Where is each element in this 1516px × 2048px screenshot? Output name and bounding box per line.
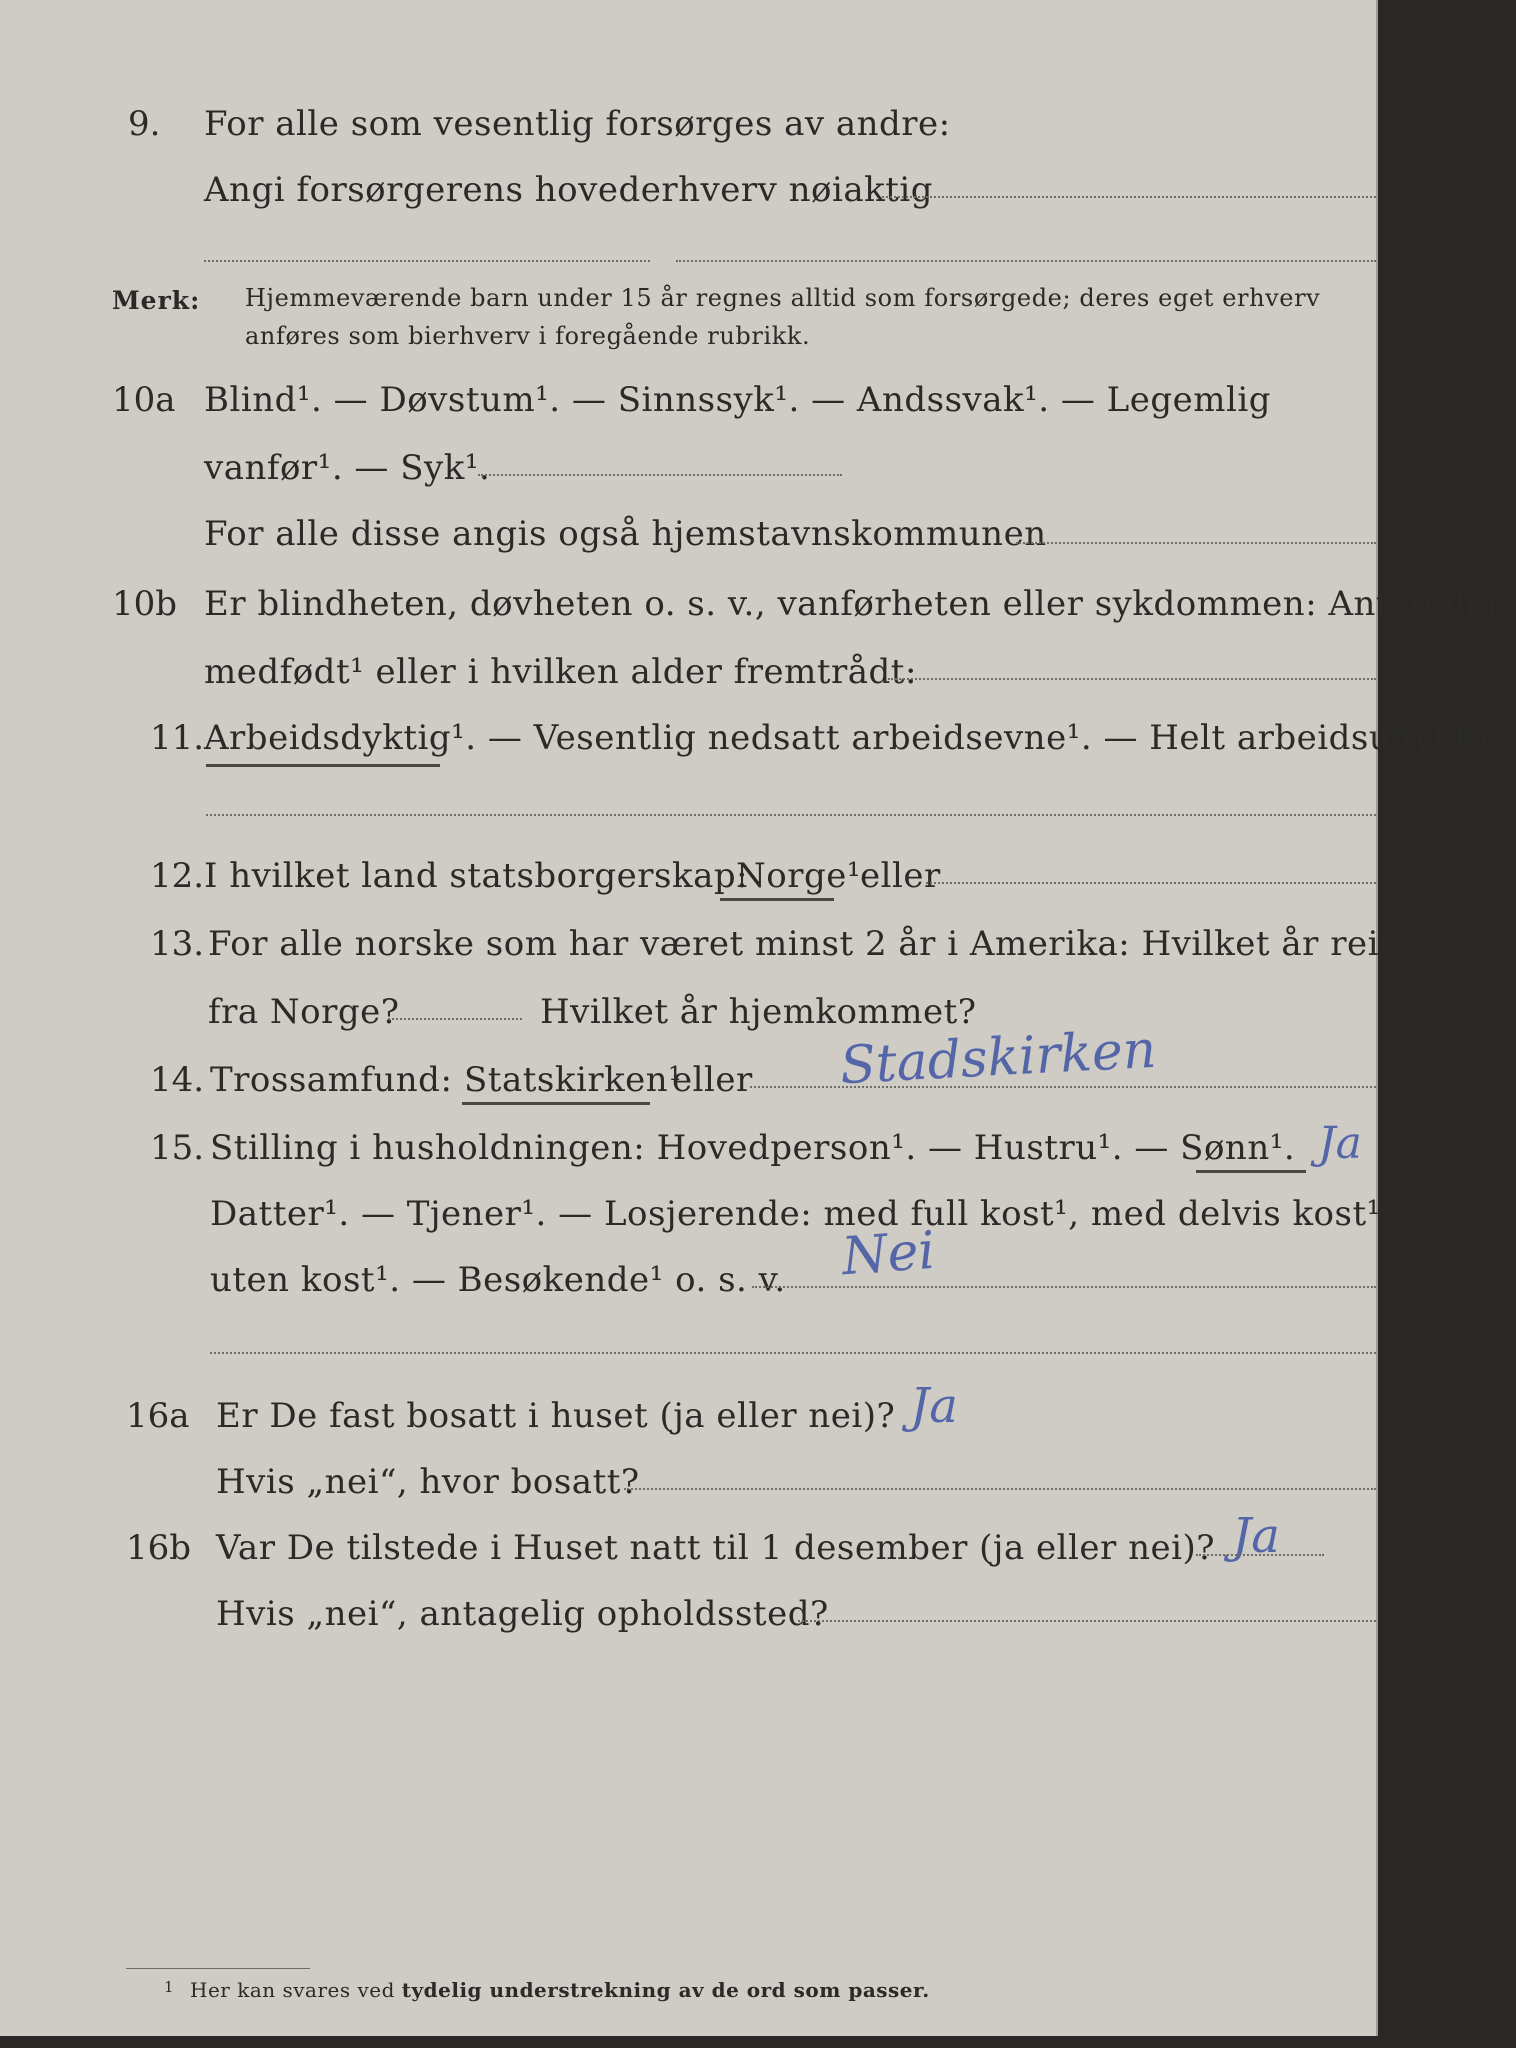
- q9-line1: For alle som vesentlig forsørges av andre:: [204, 104, 951, 144]
- footnote-text: [190, 1978, 930, 2002]
- q16b-line2: Hvis „nei“, antagelig opholdssted?: [216, 1594, 829, 1634]
- q12-option-norge: Norge¹: [736, 856, 861, 896]
- q15-number: 15.: [150, 1128, 205, 1168]
- footnote-text-bold: tydelig understrekning av de ord som passer.: [401, 1978, 930, 2002]
- merk-label: Merk:: [112, 286, 201, 315]
- q10b-answer-line: [888, 678, 1376, 680]
- footnote-rule: [126, 1968, 310, 1969]
- q16a-line2: Hvis „nei“, hvor bosatt?: [216, 1462, 640, 1502]
- q15-handwritten-answer-3: Nei: [840, 1220, 937, 1288]
- footnote-text-plain: Her kan svares ved: [190, 1978, 395, 2002]
- q16b-line1: Var De tilstede i Huset natt til 1 desember (ja eller nei)?: [216, 1528, 1215, 1568]
- q14-option-statskirken: Statskirken¹: [464, 1060, 683, 1100]
- merk-line2: anføres som bierhverv i foregående rubrikk.: [245, 322, 811, 350]
- q10a-line3-answer: [1016, 542, 1376, 544]
- q11-number: 11.: [150, 718, 205, 758]
- q15-line2: Datter¹. — Tjener¹. — Losjerende: med full kost¹, med delvis kost¹: [210, 1194, 1381, 1234]
- merk-line1: Hjemmeværende barn under 15 år regnes alltid som forsørgede; deres eget erhverv: [245, 284, 1321, 312]
- footnote-mark: 1: [164, 1978, 175, 1996]
- q13-number: 13.: [150, 924, 205, 964]
- q14-text: Trossamfund:: [210, 1060, 453, 1100]
- q9-line2: Angi forsørgerens hovederhverv nøiaktig: [204, 170, 934, 210]
- q13-left-answer-line: [388, 1018, 522, 1020]
- q9-extra-line-right: [676, 260, 1376, 262]
- q13-line2a: fra Norge?: [208, 992, 400, 1032]
- q14-handwritten-answer: Stadskirken: [838, 1019, 1158, 1097]
- q10b-line2: medfødt¹ eller i hvilken alder fremtrådt:: [204, 652, 917, 692]
- q13-line2b: Hvilket år hjemkommet?: [540, 992, 977, 1032]
- q16b-answer-line-2: [798, 1620, 1376, 1622]
- scan-bottom-edge: [0, 2036, 1516, 2048]
- q10b-line1: Er blindheten, døvheten o. s. v., vanførheten eller sykdommen: Antagelig: [204, 584, 1499, 624]
- q16a-answer-line: [624, 1488, 1376, 1490]
- q10a-line1: Blind¹. — Døvstum¹. — Sinnssyk¹. — Andssvak¹. — Legemlig: [204, 380, 1271, 420]
- q16a-handwritten-answer: Ja: [910, 1378, 958, 1434]
- q9-extra-line-left: [204, 260, 650, 262]
- q16b-answer-line: [1196, 1554, 1324, 1556]
- q11-underline-arbeidsdyktig: [206, 764, 440, 767]
- q12-answer-line: [926, 882, 1376, 884]
- q16a-line1: Er De fast bosatt i huset (ja eller nei)?: [216, 1396, 896, 1436]
- q10a-line2-answer: [478, 474, 842, 476]
- q15-handwritten-answer-1: Ja: [1318, 1118, 1362, 1169]
- q12-number: 12.: [150, 856, 205, 896]
- q12-text: I hvilket land statsborgerskap:: [204, 856, 749, 896]
- q14-number: 14.: [150, 1060, 205, 1100]
- q16b-number: 16b: [126, 1528, 192, 1568]
- q16b-handwritten-answer: Ja: [1232, 1508, 1280, 1564]
- q16a-number: 16a: [126, 1396, 190, 1436]
- q15-option-sonn: Sønn¹.: [1180, 1128, 1296, 1168]
- q14-suffix: eller: [672, 1060, 753, 1100]
- q15-line3: uten kost¹. — Besøkende¹ o. s. v.: [210, 1260, 786, 1300]
- q9-number: 9.: [128, 104, 161, 144]
- q9-answer-line: [882, 196, 1376, 198]
- q10a-line2: vanfør¹. — Syk¹.: [204, 448, 491, 488]
- q14-underline-statskirken: [462, 1102, 650, 1105]
- q15-extra-line: [210, 1352, 1376, 1354]
- q15-line1-text: Stilling i husholdningen: Hovedperson¹. — Hustru¹. —: [210, 1128, 1181, 1168]
- q11-line1: Arbeidsdyktig¹. — Vesentlig nedsatt arbeidsevne¹. — Helt arbeidsudyktig¹: [204, 718, 1516, 758]
- q10a-line3: For alle disse angis også hjemstavnskommunen: [204, 514, 1047, 554]
- q11-answer-line: [206, 814, 1376, 816]
- q10a-number: 10a: [112, 380, 176, 420]
- q10b-number: 10b: [112, 584, 178, 624]
- q12-underline-norge: [720, 898, 834, 901]
- q15-line1: [210, 1128, 1295, 1168]
- q15-underline-sonn: [1196, 1170, 1306, 1173]
- q13-line1: For alle norske som har været minst 2 år i Amerika: Hvilket år reis: [208, 924, 1397, 964]
- q12-suffix: eller: [860, 856, 941, 896]
